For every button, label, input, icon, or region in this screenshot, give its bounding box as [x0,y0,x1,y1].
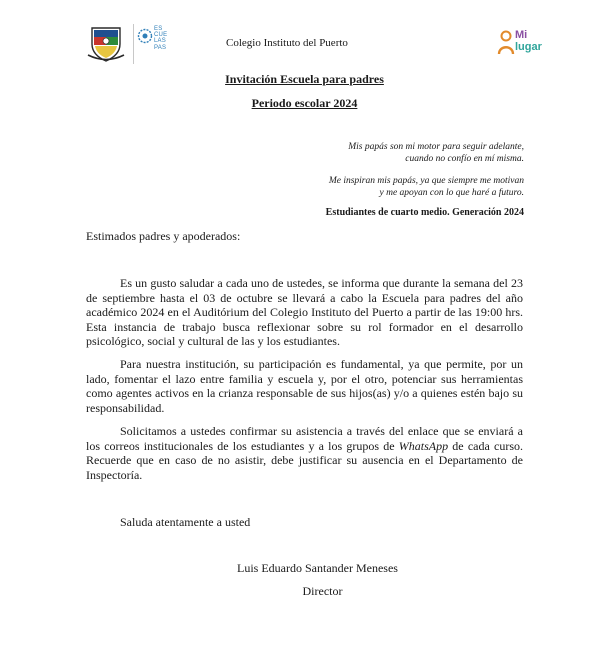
escuelas-pas-logo [137,24,181,64]
greeting: Estimados padres y apoderados: [86,229,241,243]
signer-role: Director [302,584,343,598]
logo-divider [133,24,134,64]
paragraph-1: Es un gusto saludar a cada uno de ustedes, se informa que durante la semana del 23 de septiembre hasta el 03 de octubre se llevará a cabo la Escuela para padres del año académico 2024 en el Auditórium del Colegio Instituto del Puerto a partir de las 19:00 hrs. Esta instancia de trabajo busca reflexionar sobre su rol formador en el desarrollo psicológico, social y cultural de las y los estudiantes. [86,276,523,348]
quote-1-line-2: cuando no confío en mí misma. [405,154,524,164]
signer-name: Luis Eduardo Santander Meneses [237,561,398,575]
quote-1-line-1: Mis papás son mi motor para seguir adelante, [348,142,524,152]
student-quote-2 [329,175,524,199]
student-quote-1 [348,141,524,165]
mi-lugar-line2: lugar [515,41,542,53]
school-name: Colegio Instituto del Puerto [226,37,348,49]
closing-line: Saluda atentamente a usted [120,515,251,529]
school-crest-icon [86,24,126,64]
mi-lugar-icon [497,30,515,56]
mi-lugar-line1: Mi [515,29,528,41]
whatsapp-text: WhatsApp [398,438,449,453]
mi-lugar-logo [497,28,545,60]
paragraph-3: Solicitamos a ustedes confirmar su asistencia a través del enlace que se enviará a los correos institucionales de los estudiantes y a los grupos de WhatsApp de cada curso. Recuerde que en caso de no asistir, debe justificar su ausencia en el Departamento de Inspectoría. [86,424,523,482]
document-title: Invitación Escuela para padres [225,72,384,86]
escuelas-logo-text: ES CUE LAS PAS [154,26,168,51]
quote-2-line-2: y me apoyan con lo que haré a futuro. [379,188,524,198]
document-subtitle: Periodo escolar 2024 [251,96,358,110]
quote-2-line-1: Me inspiran mis papás, ya que siempre me motivan [328,176,524,186]
quote-attribution: Estudiantes de cuarto medio. Generación 2024 [325,207,524,218]
escuelas-logo-icon [137,28,153,44]
paragraph-2: Para nuestra institución, su participación es fundamental, ya que permite, por un lado, fomentar el lazo entre familia y escuela y, por el otro, potenciar sus herramientas como agentes activos en la crianza responsable de sus hijos(as) y/o a quienes estén bajo su responsabilidad. [86,357,523,415]
